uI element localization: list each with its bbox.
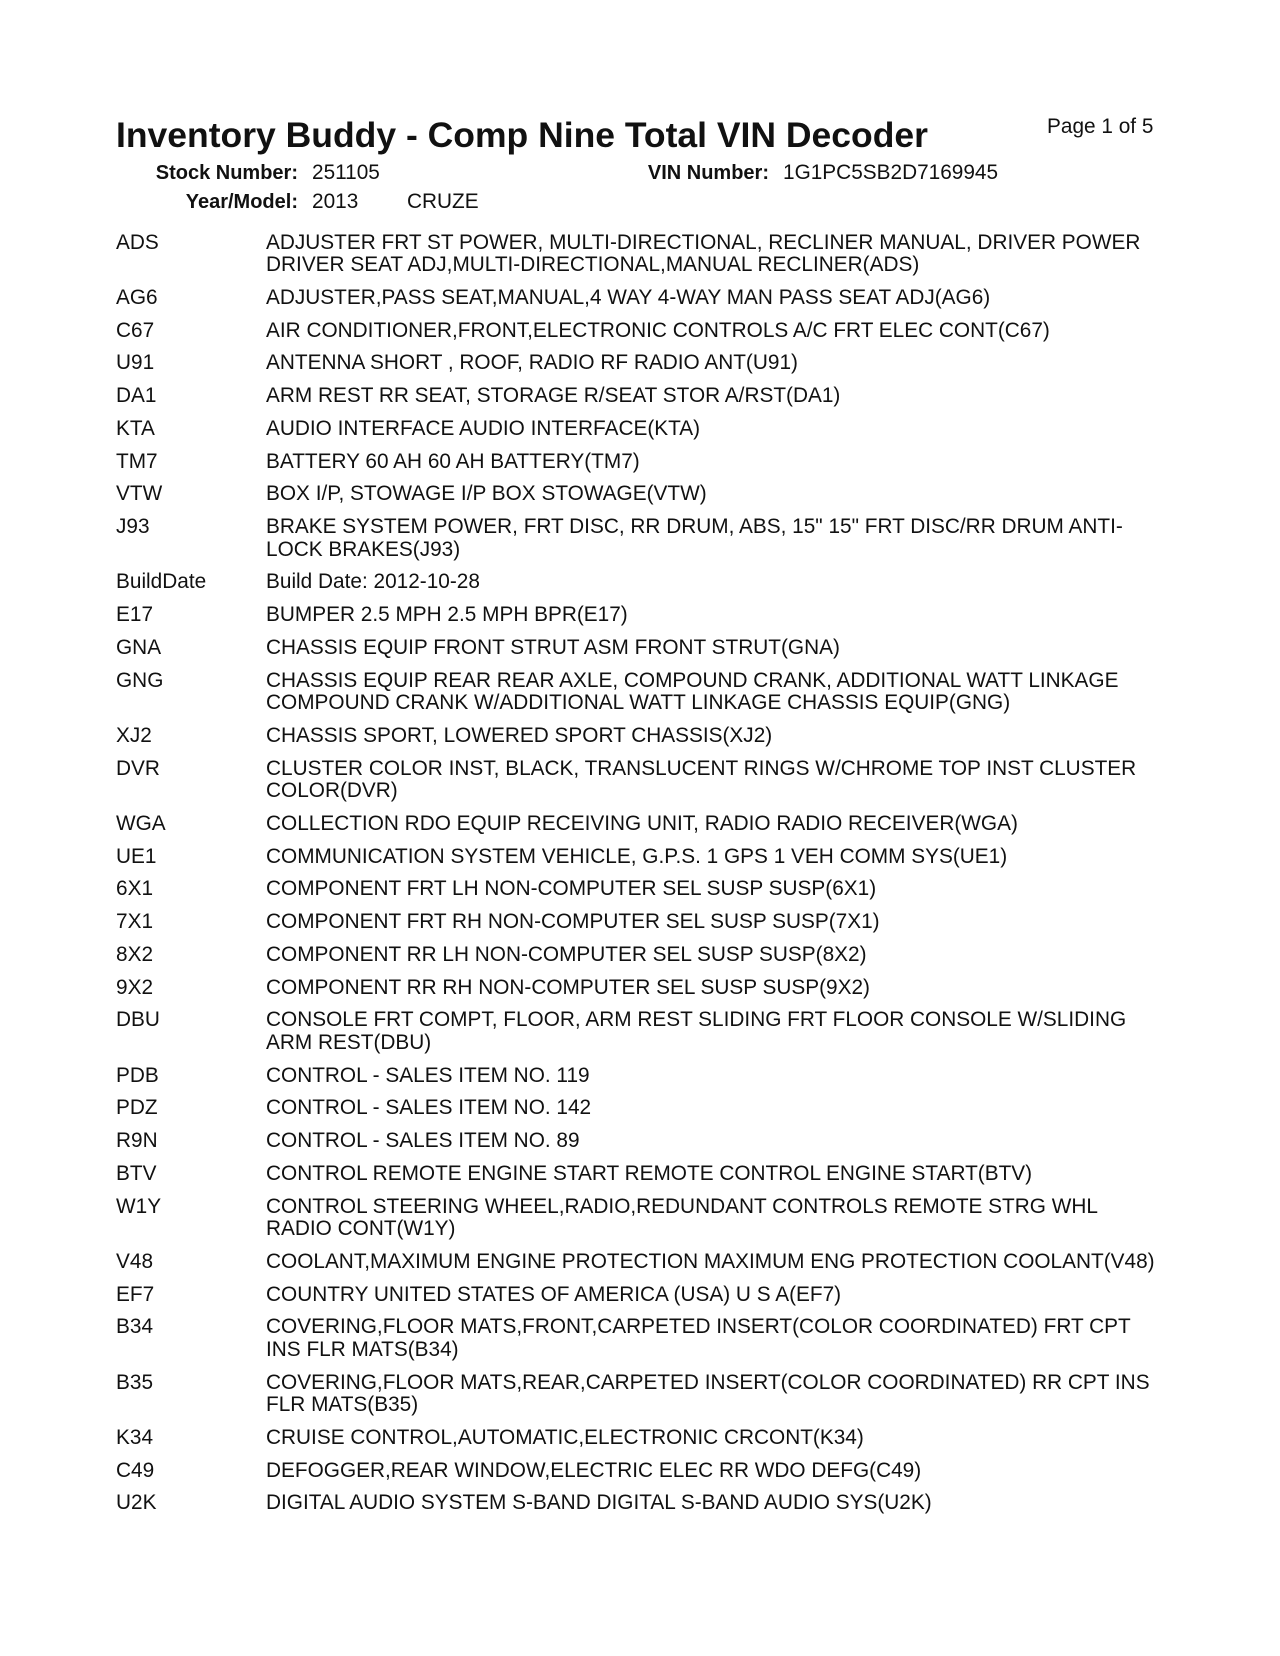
option-row — [0, 758, 1280, 803]
option-description — [266, 1316, 1131, 1361]
option-description-line: ADJUSTER FRT ST POWER, MULTI-DIRECTIONAL, RECLINER MANUAL, DRIVER POWER — [266, 230, 1141, 254]
option-description-line: DEFOGGER,REAR WINDOW,ELECTRIC ELEC RR WDO DEFG(C49) — [266, 1458, 922, 1482]
option-code: WGA — [116, 811, 166, 835]
option-description — [266, 483, 707, 506]
option-row — [0, 911, 1280, 934]
option-description — [266, 352, 798, 375]
option-description — [266, 1251, 1155, 1274]
option-code: DVR — [116, 756, 160, 780]
option-description — [266, 637, 840, 660]
option-row — [0, 813, 1280, 836]
year-model-label: Year/Model: — [185, 191, 298, 213]
option-row — [0, 637, 1280, 660]
option-code: 9X2 — [116, 975, 154, 999]
option-description — [266, 385, 840, 408]
option-row — [0, 352, 1280, 375]
option-description-line: ARM REST(DBU) — [266, 1030, 432, 1054]
option-code: B34 — [116, 1315, 154, 1339]
option-description-line: COMMUNICATION SYSTEM VEHICLE, G.P.S. 1 GPS 1 VEH COMM SYS(UE1) — [266, 844, 1008, 868]
option-row — [0, 1097, 1280, 1120]
option-description-line: COVERING,FLOOR MATS,FRONT,CARPETED INSERT(COLOR COORDINATED) FRT CPT — [266, 1315, 1131, 1339]
option-row — [0, 846, 1280, 869]
option-code: UE1 — [116, 844, 157, 868]
option-description — [266, 571, 480, 594]
option-code: 8X2 — [116, 942, 154, 966]
option-description-line: CONTROL - SALES ITEM NO. 142 — [266, 1096, 592, 1120]
option-row — [0, 670, 1280, 715]
option-code: 6X1 — [116, 877, 154, 901]
option-code: KTA — [116, 416, 155, 440]
option-description-line: COMPONENT RR RH NON-COMPUTER SEL SUSP SUSP(9X2) — [266, 975, 870, 999]
option-code: J93 — [116, 515, 150, 538]
option-description-line: CONTROL STEERING WHEEL,RADIO,REDUNDANT CONTROLS REMOTE STRG WHL — [266, 1194, 1098, 1218]
option-description-line: COMPOUND CRANK W/ADDITIONAL WATT LINKAGE CHASSIS EQUIP(GNG) — [266, 691, 1011, 714]
option-row — [0, 385, 1280, 408]
option-code: EF7 — [116, 1282, 155, 1306]
option-code: DBU — [116, 1008, 160, 1032]
option-row — [0, 725, 1280, 748]
option-row — [0, 1492, 1280, 1515]
option-row — [0, 232, 1280, 277]
option-description-line: Build Date: 2012-10-28 — [266, 570, 480, 594]
option-row — [0, 977, 1280, 1000]
option-description — [266, 1284, 841, 1307]
option-description-line: BUMPER 2.5 MPH 2.5 MPH BPR(E17) — [266, 603, 628, 626]
option-description — [266, 944, 867, 967]
option-description-line: DRIVER SEAT ADJ,MULTI-DIRECTIONAL,MANUAL RECLINER(ADS) — [266, 253, 920, 276]
option-description — [266, 977, 870, 1000]
option-description-line: COMPONENT RR LH NON-COMPUTER SEL SUSP SUSP(8X2) — [266, 942, 867, 966]
option-row — [0, 1372, 1280, 1417]
option-description — [266, 1097, 591, 1120]
option-row — [0, 320, 1280, 343]
stock-number-label: Stock Number: — [155, 162, 298, 184]
option-description — [266, 725, 772, 748]
year-value: 2013 — [312, 190, 359, 213]
option-description-line: LOCK BRAKES(J93) — [266, 537, 461, 561]
option-row — [0, 1284, 1280, 1307]
option-description — [266, 846, 1007, 869]
option-code: BuildDate — [116, 570, 207, 594]
option-code: W1Y — [116, 1194, 162, 1218]
option-description-line: CONSOLE FRT COMPT, FLOOR, ARM REST SLIDING FRT FLOOR CONSOLE W/SLIDING — [266, 1008, 1127, 1032]
option-description-line: CHASSIS EQUIP REAR REAR AXLE, COMPOUND CRANK, ADDITIONAL WATT LINKAGE — [266, 668, 1119, 692]
option-description-line: ANTENNA SHORT , ROOF, RADIO RF RADIO ANT(U91) — [266, 351, 798, 375]
option-description — [266, 1460, 921, 1483]
option-code: C49 — [116, 1458, 155, 1482]
option-description — [266, 670, 1118, 715]
option-description-line: CONTROL - SALES ITEM NO. 89 — [266, 1129, 580, 1152]
option-row — [0, 1130, 1280, 1153]
option-description-line: CHASSIS SPORT, LOWERED SPORT CHASSIS(XJ2) — [266, 723, 773, 747]
option-code: BTV — [116, 1161, 157, 1185]
option-description-line: ADJUSTER,PASS SEAT,MANUAL,4 WAY 4-WAY MAN PASS SEAT ADJ(AG6) — [266, 285, 991, 309]
option-code: E17 — [116, 603, 154, 626]
option-description-line: BOX I/P, STOWAGE I/P BOX STOWAGE(VTW) — [266, 482, 707, 506]
option-row — [0, 483, 1280, 506]
page-indicator: Page 1 of 5 — [1047, 115, 1154, 138]
option-description-line: RADIO CONT(W1Y) — [266, 1217, 456, 1240]
option-code: 7X1 — [116, 910, 154, 933]
option-description — [266, 878, 876, 901]
option-description-line: DIGITAL AUDIO SYSTEM S-BAND DIGITAL S-BAND AUDIO SYS(U2K) — [266, 1491, 932, 1515]
stock-number-value: 251105 — [312, 161, 380, 184]
option-description-line: BATTERY 60 AH 60 AH BATTERY(TM7) — [266, 449, 640, 473]
vin-number-value: 1G1PC5SB2D7169945 — [783, 161, 999, 184]
option-description-line: COLLECTION RDO EQUIP RECEIVING UNIT, RADIO RADIO RECEIVER(WGA) — [266, 811, 1018, 835]
option-row — [0, 1460, 1280, 1483]
option-description — [266, 232, 1140, 277]
option-description — [266, 1196, 1098, 1241]
model-value: CRUZE — [407, 190, 479, 213]
option-description-line: INS FLR MATS(B34) — [266, 1337, 459, 1361]
option-code: U91 — [116, 351, 155, 375]
option-description-line: CONTROL REMOTE ENGINE START REMOTE CONTROL ENGINE START(BTV) — [266, 1161, 1033, 1185]
option-description-line: COVERING,FLOOR MATS,REAR,CARPETED INSERT(COLOR COORDINATED) RR CPT INS — [266, 1370, 1150, 1394]
option-description — [266, 1163, 1032, 1186]
option-row — [0, 1251, 1280, 1274]
vin-number-label: VIN Number: — [647, 162, 769, 184]
option-code: XJ2 — [116, 723, 152, 747]
option-description — [266, 604, 628, 627]
option-description — [266, 1492, 932, 1515]
option-description — [266, 516, 1123, 561]
option-row — [0, 287, 1280, 310]
option-row — [0, 878, 1280, 901]
option-description-line: FLR MATS(B35) — [266, 1393, 419, 1416]
option-row — [0, 1163, 1280, 1186]
option-code: GNG — [116, 668, 164, 692]
option-code: R9N — [116, 1129, 158, 1152]
option-description — [266, 1130, 580, 1153]
option-description — [266, 911, 880, 934]
option-description-line: CLUSTER COLOR INST, BLACK, TRANSLUCENT RINGS W/CHROME TOP INST CLUSTER — [266, 756, 1137, 780]
option-description-line: AIR CONDITIONER,FRONT,ELECTRONIC CONTROLS A/C FRT ELEC CONT(C67) — [266, 318, 1050, 342]
option-description-line: COUNTRY UNITED STATES OF AMERICA (USA) U S A(EF7) — [266, 1282, 842, 1306]
option-code: DA1 — [116, 384, 157, 407]
option-code: AG6 — [116, 285, 158, 309]
option-description — [266, 1065, 590, 1088]
option-description-line: AUDIO INTERFACE AUDIO INTERFACE(KTA) — [266, 416, 701, 440]
option-row — [0, 451, 1280, 474]
option-description — [266, 320, 1050, 343]
option-description — [266, 451, 640, 474]
option-code: V48 — [116, 1249, 154, 1273]
option-description-line: CRUISE CONTROL,AUTOMATIC,ELECTRONIC CRCONT(K34) — [266, 1425, 864, 1449]
option-code: ADS — [116, 230, 159, 254]
option-description-line: COOLANT,MAXIMUM ENGINE PROTECTION MAXIMUM ENG PROTECTION COOLANT(V48) — [266, 1249, 1155, 1273]
option-row — [0, 1009, 1280, 1054]
option-description — [266, 758, 1136, 803]
option-description — [266, 1009, 1126, 1054]
option-row — [0, 571, 1280, 594]
option-code: GNA — [116, 635, 162, 659]
option-code: VTW — [116, 482, 163, 506]
option-row — [0, 944, 1280, 967]
option-code: U2K — [116, 1491, 157, 1515]
option-row — [0, 1065, 1280, 1088]
option-code: K34 — [116, 1425, 154, 1449]
option-description — [266, 287, 990, 310]
option-description — [266, 418, 700, 441]
option-description-line: CHASSIS EQUIP FRONT STRUT ASM FRONT STRUT(GNA) — [266, 635, 840, 659]
option-row — [0, 604, 1280, 627]
option-row — [0, 1427, 1280, 1450]
option-description-line: BRAKE SYSTEM POWER, FRT DISC, RR DRUM, ABS, 15" 15" FRT DISC/RR DRUM ANTI- — [266, 515, 1123, 538]
option-description-line: COLOR(DVR) — [266, 779, 398, 802]
option-code: TM7 — [116, 449, 158, 473]
option-description-line: ARM REST RR SEAT, STORAGE R/SEAT STOR A/RST(DA1) — [266, 384, 841, 407]
option-code: PDZ — [116, 1096, 158, 1120]
option-row — [0, 418, 1280, 441]
option-description — [266, 1372, 1150, 1417]
option-description-line: COMPONENT FRT RH NON-COMPUTER SEL SUSP SUSP(7X1) — [266, 910, 880, 933]
option-code: C67 — [116, 318, 155, 342]
option-code: B35 — [116, 1370, 154, 1394]
document-title: Inventory Buddy - Comp Nine Total VIN Decoder — [116, 115, 928, 155]
option-description — [266, 813, 1018, 836]
option-description-line: COMPONENT FRT LH NON-COMPUTER SEL SUSP SUSP(6X1) — [266, 877, 877, 901]
option-description — [266, 1427, 864, 1450]
options-list — [0, 232, 1280, 1526]
option-code: PDB — [116, 1063, 159, 1087]
option-row — [0, 516, 1280, 561]
option-description-line: CONTROL - SALES ITEM NO. 119 — [266, 1063, 590, 1087]
option-row — [0, 1316, 1280, 1361]
option-row — [0, 1196, 1280, 1241]
